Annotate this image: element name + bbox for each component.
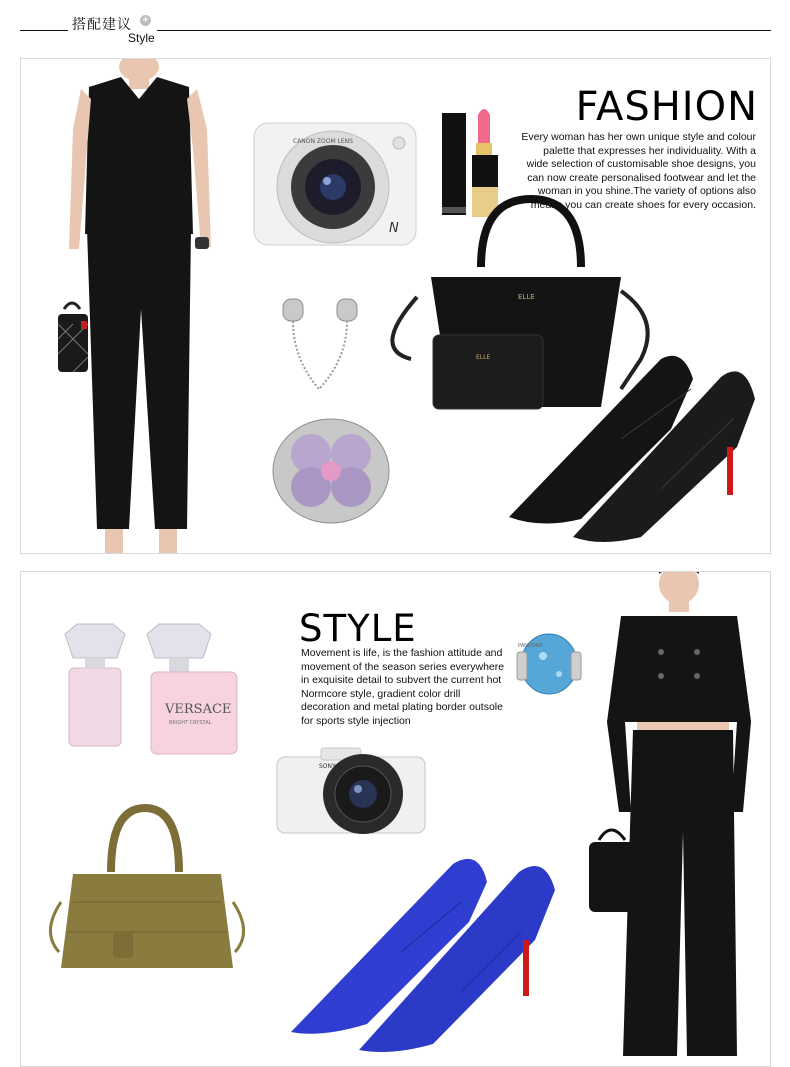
svg-text:BRIGHT CRYSTAL: BRIGHT CRYSTAL	[169, 720, 212, 726]
white-compact-camera	[254, 123, 416, 245]
black-tote-bag	[392, 199, 647, 409]
fashion-panel	[20, 58, 771, 554]
olive-croc-handbag	[50, 808, 243, 968]
header-rule-left	[20, 30, 68, 31]
flower-charm	[273, 419, 389, 523]
style-heading: STYLE	[299, 607, 417, 650]
svg-text:CANON ZOOM LENS: CANON ZOOM LENS	[293, 138, 353, 145]
svg-text:ELLE: ELLE	[476, 354, 491, 361]
model-black-jumpsuit	[58, 59, 211, 553]
blue-snakeskin-pumps	[291, 859, 555, 1052]
blue-glass-bead	[517, 634, 581, 694]
svg-text:SONY: SONY	[319, 763, 336, 770]
fashion-paragraph: Every woman has her own unique style and colour palette that expresses her individuality. With a wide selection of customisable shoe designs, you can now create personalised footwear and let the woman in you shine.The variety of options also means you can create shoes for every occasion.	[521, 131, 756, 211]
fashion-heading: FASHION	[575, 84, 758, 130]
header-rule-right	[157, 30, 771, 31]
white-mirrorless-camera	[277, 748, 425, 834]
section-subtitle: Style	[128, 31, 155, 45]
safety-chain-charm	[283, 299, 357, 389]
svg-text:PANDORA: PANDORA	[518, 643, 543, 649]
style-panel	[20, 571, 771, 1067]
model-black-outfit	[589, 572, 751, 1056]
perfume-bottles	[65, 624, 237, 754]
svg-text:VERSACE: VERSACE	[165, 702, 232, 717]
section-title: 搭配建议	[72, 17, 132, 33]
lipsticks	[442, 109, 498, 217]
svg-text:ELLE: ELLE	[518, 293, 535, 301]
plus-icon: +	[140, 15, 151, 26]
svg-text:N: N	[389, 221, 399, 236]
style-paragraph: Movement is life, is the fashion attitude and movement of the season series everywhere in exquisite detail to subvert the current hot Normcore style, gradient color drill decoration and metal plating border outsole for sports style injection	[301, 647, 505, 727]
